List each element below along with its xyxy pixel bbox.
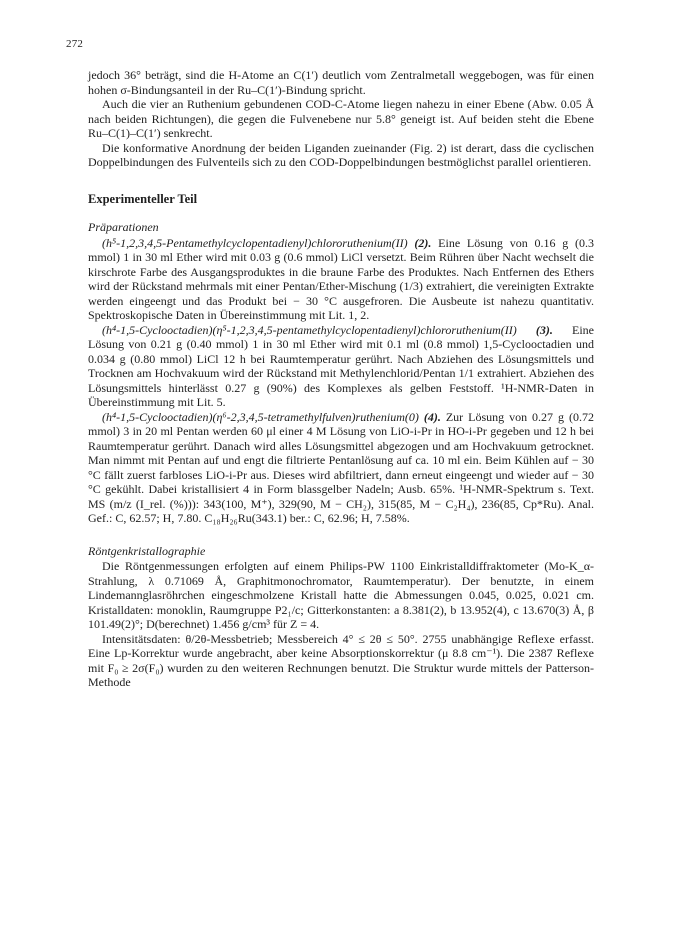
compound-title: (h⁵-1,2,3,4,5-Pentamethylcyclopentadienyl)chlororuthenium(II): [102, 235, 415, 250]
subsection-heading: Röntgenkristallographie: [88, 543, 206, 558]
body-paragraph: Die Röntgenmessungen erfolgten auf einem Philips-PW 1100 Einkristalldiffraktometer (Mo-K_α-Strahlung, λ 0.71069 Å, Graphitmonochromator, Raumtemperatur). Der benutzte, in einem Lindemannglasröhrchen eingeschmolzene Kristall hatte die Abmessungen 0.045, 0.025, 0.021 cm. Kristalldaten: monoklin, Raumgruppe P2₁/c; Gitterkonstanten: a 8.381(2), b 13.952(4), c 13.670(3) Å, β 101.49(2)°; D(berechnet) 1.456 g/cm³ für Z = 4.: [88, 559, 594, 631]
section-heading: Experimenteller Teil: [88, 191, 198, 206]
preparation-paragraph: [88, 236, 594, 323]
page-body: [88, 68, 594, 690]
page-number: 272: [66, 38, 84, 50]
preparation-text: Zur Lösung von 0.27 g (0.72 mmol) 3 in 20 ml Pentan werden 60 μl einer 4 M Lösung von LiO-i-Pr in HO-i-Pr gegeben und 12 h bei Raumtemperatur gerührt. Danach wird alles Lösungsmittel abgezogen und am Hochvakuum getrocknet. Man nimmt mit Pentan auf und engt die filtrierte Pentanlösung auf ca. 10 ml ein. Beim Kühlen auf − 30 °C fällt zuerst farbloses LiO-i-Pr aus. Dieses wird abfiltriert, dann erneut eingeengt und wieder auf − 30 °C gekühlt. Dabei kristallisiert 4 in Form blassgelber Nadeln; Ausb. 65%. ¹H-NMR-Spektrum s. Text. MS (m/z (I_rel. (%))): 343(100, M⁺), 329(90, M − CH₂), 315(85, M − C₂H₄), 236(85, Cp*Ru). Anal. Gef.: C, 62.57; H, 7.80. C₁₈H₂₆Ru(343.1) ber.: C, 62.96; H, 7.58%.: [88, 409, 594, 525]
compound-number: (3).: [535, 322, 553, 337]
preparation-text: Eine Lösung von 0.21 g (0.40 mmol) 1 in 30 ml Ether wird mit 0.1 ml (0.8 mmol) 1,5-Cyclooctadien und 0.034 g (0.80 mmol) LiCl 12 h bei Raumtemperatur gerührt. Nach Abziehen des Lösungsmittels und Trocknen am Hochvakuum wird der Rückstand mit Methylenchlorid/Pentan 1/1 extrahiert. Abziehen des Lösungsmittels hinterlässt 0.27 g (90%) des Komplexes als gelben Feststoff. ¹H-NMR-Daten in Übereinstimmung mit Lit. 5.: [88, 322, 594, 409]
compound-title: (h⁴-1,5-Cyclooctadien)(η⁶-2,3,4,5-tetramethylfulven)ruthenium(0): [102, 409, 424, 424]
preparation-paragraph: [88, 323, 594, 410]
body-paragraph: Intensitätsdaten: θ/2θ-Messbetrieb; Messbereich 4° ≤ 2θ ≤ 50°. 2755 unabhängige Reflexe erfasst. Eine Lp-Korrektur wurde angebracht, aber keine Absorptionskorrektur (μ 8.8 cm⁻¹). Die 2387 Reflexe mit F₀ ≥ 2σ(F₀) wurden zu den weiteren Rechnungen benutzt. Die Struktur wurde mittels der Patterson-Methode: [88, 631, 594, 689]
preparation-paragraph: [88, 410, 594, 526]
preparation-text: Eine Lösung von 0.16 g (0.3 mmol) 1 in 30 ml Ether wird mit 0.03 g (0.6 mmol) LiCl versetzt. Beim Rühren über Nacht wechselt die kirschrote Farbe des Ausgangsproduktes in die braune Farbe des Produktes. Nach Entfernen des Ethers wird der Rückstand mehrmals mit einer Pentan/Ether-Mischung (1/3) extrahiert, die vereinigten Extrakte werden eingeengt und das Produkt bei − 30 °C ausgefroren. Die Ausbeute ist nahezu quantitativ. Spektroskopische Daten in Übereinstimmung mit Lit. 1, 2.: [88, 235, 594, 322]
compound-number: (4).: [423, 409, 441, 424]
compound-title: (h⁴-1,5-Cyclooctadien)(η⁵-1,2,3,4,5-pentamethylcyclopentadienyl)chlororuthenium(II): [102, 322, 536, 337]
subsection-heading: Präparationen: [88, 220, 159, 234]
body-paragraph: Die konformative Anordnung der beiden Liganden zueinander (Fig. 2) ist derart, dass die cyclischen Doppelbindungen des Fulventeils sich zu den COD-Doppelbindungen bestmöglichst parallel orientieren.: [88, 140, 594, 169]
body-paragraph: jedoch 36° beträgt, sind die H-Atome an C(1′) deutlich vom Zentralmetall weggebogen, was für einen hohen σ-Bindungsanteil in der Ru–C(1′)-Bindung spricht.: [88, 68, 594, 97]
compound-number: (2).: [414, 235, 432, 250]
body-paragraph: Auch die vier an Ruthenium gebundenen COD-C-Atome liegen nahezu in einer Ebene (Abw. 0.05 Å nach beiden Richtungen), die gegen die Fulvenebene nur 5.8° geneigt ist. Auf beiden steht die Ebene Ru–C(1)–C(1′) senkrecht.: [88, 97, 594, 140]
